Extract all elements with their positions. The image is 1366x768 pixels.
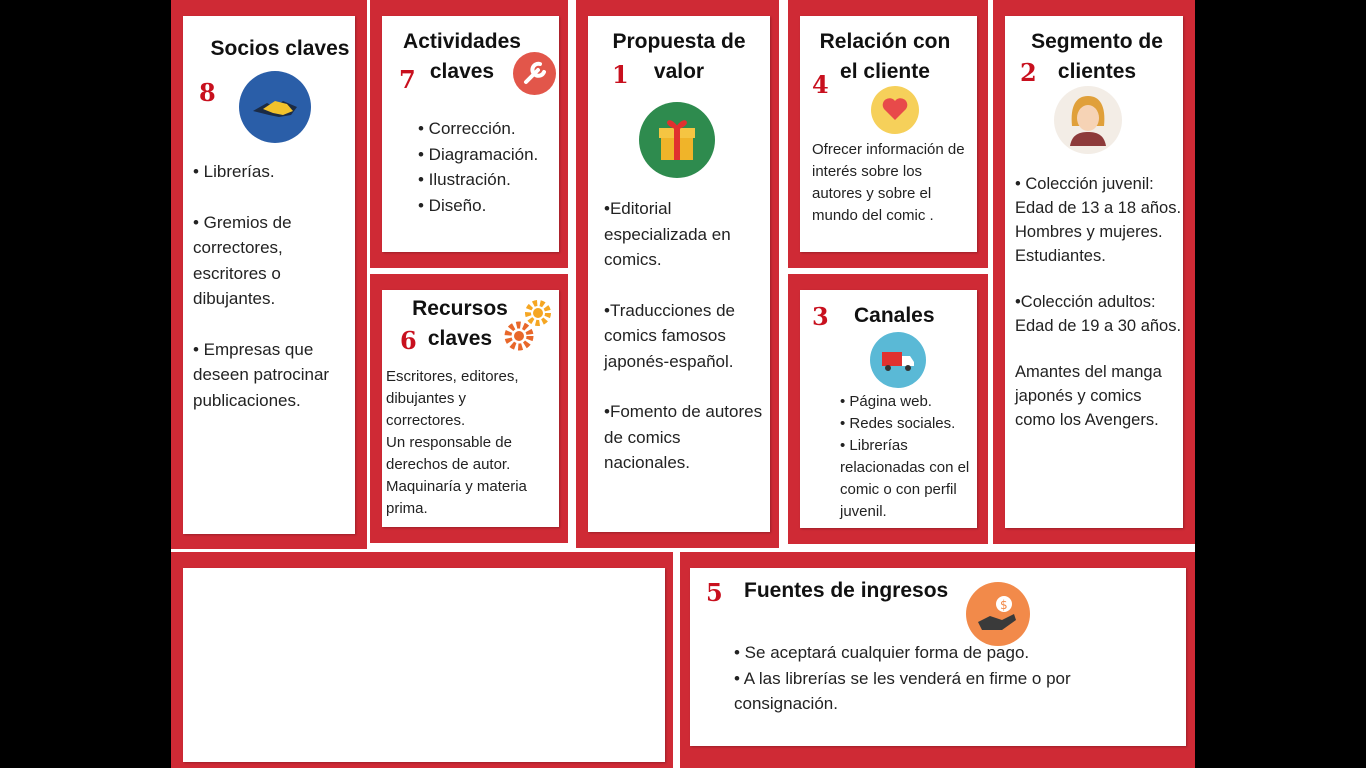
list-item: • Corrección. <box>418 119 516 138</box>
costos-card <box>183 568 665 762</box>
socios-number: 8 <box>199 78 216 107</box>
propuesta-card <box>588 16 770 532</box>
propuesta-number: 1 <box>612 60 629 89</box>
list-item: • Librerías. <box>193 162 275 181</box>
actividades-list <box>418 116 558 218</box>
gift-icon <box>639 102 715 178</box>
recursos-number: 6 <box>400 326 417 355</box>
list-item: • Gremios de correctores, escritores o dibujantes. <box>193 212 292 308</box>
relacion-text: Ofrecer información de interés sobre los autores y sobre el mundo del comic . <box>812 141 965 224</box>
segmento-title <box>1017 27 1177 87</box>
segmento-title-line1: Segmento de <box>1031 30 1163 53</box>
list-item: •Traducciones de comics famosos japonés-español. <box>604 300 736 371</box>
costos-section <box>171 552 673 768</box>
ingresos-list <box>734 640 1154 717</box>
canales-list <box>840 391 974 523</box>
ingresos-title: Fuentes de ingresos <box>744 579 949 602</box>
actividades-section <box>370 0 568 268</box>
actividades-title-line1: Actividades <box>403 30 521 53</box>
propuesta-section <box>576 0 779 548</box>
list-item: • Página web. <box>840 393 932 410</box>
list-item: •Fomento de autores de comics nacionales. <box>604 402 763 472</box>
relacion-title-line2: el cliente <box>840 60 930 83</box>
segmento-p2: Hombres y mujeres. Estudiantes. <box>1015 223 1163 265</box>
relacion-title <box>810 27 960 87</box>
segmento-section <box>993 0 1195 544</box>
list-item: • Redes sociales. <box>840 415 956 432</box>
list-item: Escritores, editores, dibujantes y correctores. <box>386 368 519 429</box>
list-item: • Ilustración. <box>418 170 511 189</box>
canales-card <box>800 290 977 528</box>
handshake-icon <box>239 71 311 143</box>
list-item: • Diseño. <box>418 195 487 215</box>
list-item: • Se aceptará cualquier forma de pago. <box>734 643 1030 662</box>
svg-text:$: $ <box>1000 598 1008 612</box>
actividades-card <box>382 16 559 252</box>
recursos-title-line1: Recursos <box>412 297 508 320</box>
propuesta-title-line1: Propuesta de <box>612 30 746 53</box>
woman-avatar-icon <box>1054 86 1122 154</box>
ingresos-card <box>690 568 1186 746</box>
segmento-p3: •Colección adultos: Edad de 19 a 30 años. <box>1015 293 1182 335</box>
list-item: • Librerías relacionadas con el comic o con perfil juvenil. <box>840 437 970 520</box>
wrench-icon <box>513 52 556 95</box>
segmento-text <box>1015 172 1183 432</box>
propuesta-title-line2: valor <box>653 60 705 83</box>
heart-icon <box>871 86 919 134</box>
list-item: •Editorial especializada en comics. <box>604 199 731 269</box>
gears-icon <box>500 296 560 356</box>
segmento-number: 2 <box>1020 58 1037 87</box>
ingresos-number: 5 <box>706 578 723 607</box>
recursos-card <box>382 290 559 527</box>
ingresos-section <box>680 552 1195 768</box>
list-item: • Empresas que deseen patrocinar publicaciones. <box>193 339 330 410</box>
list-item: Maquinaría y materia prima. <box>386 478 527 517</box>
socios-card <box>183 16 355 534</box>
socios-list <box>193 159 343 413</box>
truck-icon <box>870 332 926 388</box>
canales-title: Canales <box>854 304 935 327</box>
segmento-p1: • Colección juvenil: Edad de 13 a 18 años. <box>1015 175 1182 217</box>
segmento-card <box>1005 16 1183 528</box>
socios-title: Socios claves <box>210 37 350 60</box>
segmento-p4: Amantes del manga japonés y comics como los Avengers. <box>1015 363 1162 429</box>
actividades-number: 7 <box>399 65 416 94</box>
recursos-title-line2: claves <box>427 327 493 350</box>
actividades-title-line2: claves <box>429 60 495 83</box>
list-item: • A las librerías se les venderá en firme o por consignación. <box>734 668 1071 713</box>
socios-section <box>171 0 367 549</box>
recursos-section <box>370 274 568 543</box>
business-model-canvas <box>171 0 1195 768</box>
relacion-section <box>788 0 988 268</box>
canales-section <box>788 274 988 544</box>
propuesta-list <box>604 196 764 476</box>
money-hand-icon <box>966 582 1030 646</box>
recursos-list <box>386 366 546 520</box>
relacion-number: 4 <box>812 70 829 99</box>
relacion-card <box>800 16 977 252</box>
list-item: • Diagramación. <box>418 144 539 164</box>
relacion-title-line1: Relación con <box>819 30 951 53</box>
canales-number: 3 <box>812 302 829 331</box>
list-item: Un responsable de derechos de autor. <box>386 434 512 473</box>
segmento-title-line2: clientes <box>1057 60 1137 83</box>
